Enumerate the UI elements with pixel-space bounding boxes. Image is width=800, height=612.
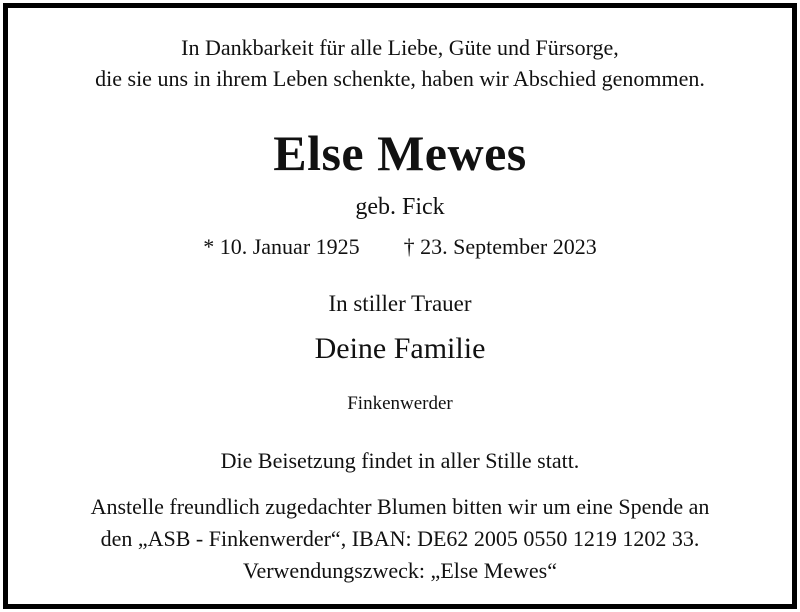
donation-line-3: Verwendungszweck: „Else Mewes“ <box>243 558 557 583</box>
intro-line-1: In Dankbarkeit für alle Liebe, Güte und Fürsorge, <box>181 35 619 60</box>
maiden-name: geb. Fick <box>355 194 445 220</box>
family-signature: Deine Familie <box>314 332 486 365</box>
life-dates <box>8 234 792 260</box>
intro-line-2: die sie uns in ihrem Leben schenkte, haben wir Abschied genommen. <box>95 66 705 91</box>
birth-date: * 10. Januar 1925 <box>203 234 360 259</box>
donation-line-1: Anstelle freundlich zugedachter Blumen bitten wir um eine Spende an <box>90 494 710 519</box>
deceased-name: Else Mewes <box>273 125 527 181</box>
mourning-phrase: In stiller Trauer <box>328 291 472 316</box>
place-name: Finkenwerder <box>347 393 453 414</box>
donation-line-2: den „ASB - Finkenwerder“, IBAN: DE62 2005 0550 1219 1202 33. <box>100 526 700 551</box>
obituary-frame <box>3 3 797 609</box>
death-date: † 23. September 2023 <box>403 234 597 259</box>
burial-notice: Die Beisetzung findet in aller Stille statt. <box>220 448 580 473</box>
